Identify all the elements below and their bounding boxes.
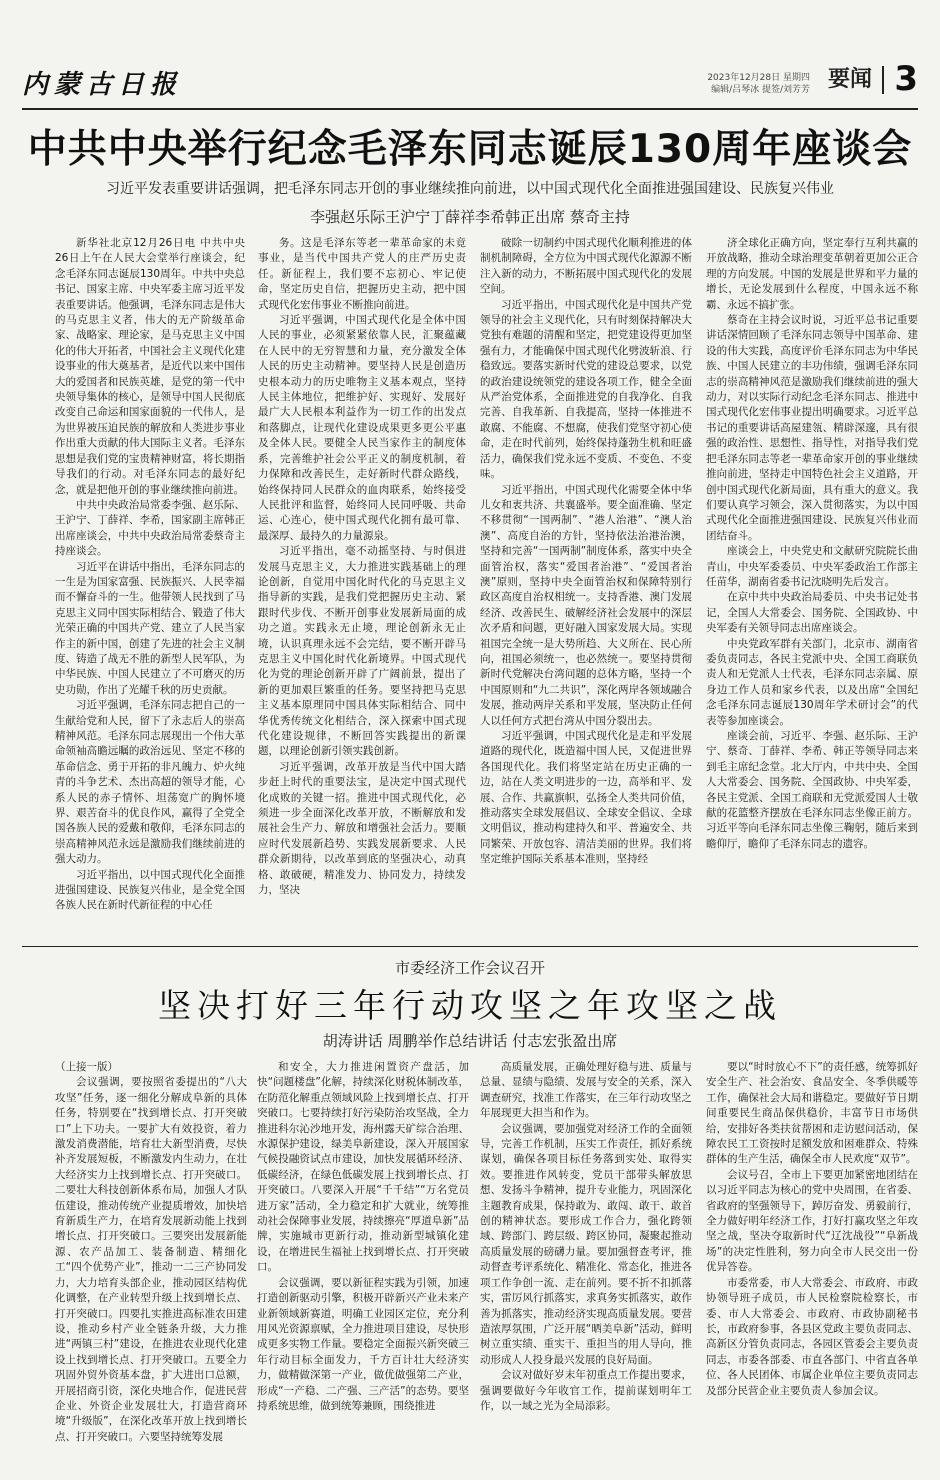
paragraph: 市委常委，市人大常委会、市政府、市政协领导班子成员，市人民检察院检察长，市委、市人大常委会、市政府、市政协副秘书长，市政府参事，各县区党政主要负责同志、高新区分管负责同志，各园区管委会主要负责同志，市委各部委、市直各部门、中省直各单位、各人民团体、市属企业单位主要负责同志及部分民营企业主要负责人参加会议。 [706, 1276, 918, 1397]
paragraph: 习近平在讲话中指出，毛泽东同志的一生是为国家富强、民族振兴、人民幸福而不懈奋斗的一生。他带领人民找到了马克思主义同中国实际相结合、锻造了伟大光荣正确的中国共产党、建立了人民当家作主的新中国，创建了先进的社会主义制度、铸造了战无不胜的新型人民军队，为中华民族、中国人民建立了不可磨灭的历史功勋，作出了光耀千秋的历史贡献。 [55, 560, 245, 696]
article1-column-2 [258, 236, 466, 898]
paragraph: 习近平指出，以中国式现代化全面推进强国建设、民族复兴伟业，是全党全国各族人民在新时代新征程的中心任 [55, 868, 245, 912]
paragraph: （上接一版） [55, 1061, 118, 1073]
paragraph: 会议号召，全市上下要更加紧密地团结在以习近平同志为核心的党中央周围，在省委、省政府的坚强领导下，踔厉奋发、勇毅前行，全力做好明年经济工作，打好打赢攻坚之年攻坚之战，坚决夺取新时代“辽沈战役”“阜新战场”的决定性胜利，努力向全市人民交出一份优异答卷。 [706, 1168, 918, 1274]
paragraph: 济全球化正确方向，坚定奉行互利共赢的开放战略，推动全球治理变革朝着更加公正合理的方向发展。中国的发展是世界和平力量的增长，无论发展到什么程度，中国永远不称霸、永远不搞扩张。 [706, 237, 918, 311]
paragraph: 蔡奇在主持会议时说，习近平总书记重要讲话深情回顾了毛泽东同志领导中国革命、建设的伟大实践，高度评价毛泽东同志为中华民族、中国人民建立的丰功伟绩，强调毛泽东同志的崇高精神风范是激励我们继续前进的强大动力，对以实际行动纪念毛泽东同志、推进中国式现代化宏伟事业提出明确要求。习近平总书记的重要讲话高屋建瓴、精辟深邃，具有很强的政治性、思想性、指导性，对指导我们党把毛泽东同志等老一辈革命家开创的事业继续推向前进，坚持走中国特色社会主义道路，开创中国式现代化新局面，具有重大的意义。我们要认真学习领会，深入贯彻落实，为以中国式现代化全面推进强国建设、民族复兴伟业而团结奋斗。 [706, 314, 918, 542]
paragraph: 会议强调，要按照省委提出的“八大攻坚”任务，逐一细化分解成阜新的具体任务，特别要在“找到增长点、打开突破口”上下功夫。一要扩大有效投资，着力激发消费潜能，培育壮大新型消费，尽快补齐发展短板，不断激发内生动力，在壮大经济实力上找到增长点、打开突破口。二要壮大科技创新体系布局，加强人才队伍建设，推动传统产业提质增效，加快培育新质生产力，在培育发展新动能上找到增长点、打开突破口。三要突出发展新能源、农产品加工、装备制造、精细化工“四个优势产业”，推动一二三产协同发力，大力培育头部企业，推动园区结构优化调整，在产业转型升级上找到增长点、打开突破口。四要扎实推进高标准农田建设，推动乡村产业全链条升级，大力推进“两镇三村”建设，在推进农业现代化建设上找到增长点、打开突破口。五要全力巩固外贸外资基本盘，扩大进出口总额，开展招商引资，深化央地合作，促进民营企业、外资企业发展壮大，打造营商环境“升级版”，在深化改革开放上找到增长点、打开突破口。六要坚持统筹发展 [55, 1076, 247, 1443]
article1-subhead2: 李强赵乐际王沪宁丁薛祥李希韩正出席 蔡奇主持 [310, 208, 630, 226]
paragraph: 会议强调，要以新征程实践为引领，加速打造创新驱动引擎，积极开辟新兴产业未来产业新领域新赛道，明确工业园区定位，充分利用风光资源禀赋，全力推进项目建设，尽快形成更多实物工作量。要稳定全面振兴新突破三年行动目标全面发力，千方百计壮大经济实力，做精做深第一产业，做优做强第二产业，形成“一产稳、二产强、三产活”的态势。要坚持系统思维，做到统筹兼顾，围绕推进 [257, 1276, 469, 1412]
paragraph: 习近平强调，中国式现代化是全体中国人民的事业，必须紧紧依靠人民，汇聚蕴藏在人民中的无穷智慧和力量，充分激发全体人民的历史主动精神。要坚持人民是创造历史根本动力的历史唯物主义基本观点，坚持人民主体地位，把维护好、实现好、发展好最广大人民根本利益作为一切工作的出发点和落脚点，让现代化建设成果更多更公平惠及全体人民。要健全人民当家作主的制度体系，完善维护社会公平正义的制度机制，着力保障和改善民生，走好新时代群众路线，始终保持同人民群众的血肉联系，始终接受人民批评和监督，始终同人民同呼吸、共命运、心连心，使中国式现代化拥有最可靠、最深厚、最持久的力量源泉。 [258, 314, 466, 542]
masthead [22, 59, 922, 114]
paragraph: 和安全，大力推进闲置资产盘活，加快“问题楼盘”化解，持续深化财税体制改革，在防范化解重点领域风险上找到增长点、打开突破口。七要持续打好污染防治攻坚战，全力推进科尔沁沙地开发，海州露天矿综合治理、水源保护建设，绿美阜新建设，深入开展国家气候投融资试点市建设，加快发展循环经济、低碳经济，在绿色低碳发展上找到增长点、打开突破口。八要深入开展“千千结”“万名党员进万家”活动，全力稳定和扩大就业，统筹推动社会保障事业发展，持续擦亮“厚道阜新”品牌，实施城市更新行动，推动新型城镇化建设，在增进民生福祉上找到增长点、打开突破口。 [257, 1061, 469, 1274]
paragraph: 破除一切制约中国式现代化顺利推进的体制机制障碍，全方位为中国式现代化源源不断注入新的动力，不断拓展中国式现代化的发展空间。 [480, 237, 692, 296]
issue-date: 2023年12月28日 星期四 [707, 73, 810, 83]
paragraph: 要以“时时放心不下”的责任感，统筹抓好安全生产、社会治安、食品安全、冬季供暖等工作，确保社会大局和谐稳定。要做好节日期间重要民生商品保供稳价，丰富节日市场供给，安排好各类扶贫帮困和走访慰问活动，保障农民工工资按时足额发放和困难群众、特殊群体的生产生活，确保全市人民欢度“双节”。 [706, 1061, 918, 1166]
paragraph: 习近平强调，改革开放是当代中国大踏步赶上时代的重要法宝，是决定中国式现代化成败的关键一招。推进中国式现代化，必须进一步全面深化改革开放，不断解放和发展社会生产力、解放和增强社会活力。要顺应时代发展新趋势、实践发展新要求、人民群众新期待，以改革到底的坚强决心，动真格、敢破硬，精准发力、协同发力，持续发力，坚决 [258, 760, 466, 897]
article1-subhead: 习近平发表重要讲话强调，把毛泽东同志开创的事业继续推向前进，以中国式现代化全面推进强国建设、民族复兴伟业 [106, 181, 834, 197]
paragraph: 习近平指出，毫不动摇坚持、与时俱进发展马克思主义，大力推进实践基础上的理论创新，自觉用中国化时代化的马克思主义指导新的实践，是我们党把握历史主动、紧跟时代步伐、不断开创事业发展新局面的成功之道。实践永无止境，理论创新永无止境，认识真理永远不会完结，要不断开辟马克思主义中国化时代化新境界。中国式现代化为党的理论创新开辟了广阔前景，提出了新的更加艰巨繁重的任务。要坚持把马克思主义基本原理同中国具体实际相结合、同中华优秀传统文化相结合，深入探索中国式现代化建设规律，不断回答实践提出的新课题，以理论创新引领实践创新。 [258, 545, 466, 758]
paragraph: 高质量发展，正确处理好稳与进、质量与总量、显绩与隐绩、发展与安全的关系，深入调查研究，找准工作落实，在三年行动攻坚之年展现更大担当和作为。 [480, 1061, 692, 1120]
paragraph: 座谈会前，习近平、李强、赵乐际、王沪宁、蔡奇、丁薛祥、李希、韩正等领导同志来到毛主席纪念堂。北大厅内，中共中央、全国人大常委会、国务院、全国政协、中央军委，各民主党派、全国工商联和无党派爱国人士敬献的花篮整齐摆放在毛泽东同志坐像正前方。习近平等向毛泽东同志坐像三鞠躬，随后来到瞻仰厅，瞻仰了毛泽东同志的遗容。 [706, 730, 918, 850]
newspaper-logo: 内蒙古日报 [22, 70, 183, 100]
paragraph: 会议强调，要加强党对经济工作的全面领导，完善工作机制，压实工作责任，抓好系统谋划，确保各项目标任务落到实处、取得实效。要推进作风转变，党员干部带头解放思想、发扬斗争精神，提升专业能力，巩固深化主题教育成果，保持敢为、敢闯、敢干、敢首创的精神状态。要形成工作合力，强化跨领域、跨部门、跨层级、跨区协同，凝聚起推动高质量发展的磅礴力量。要加强督查考评，推动督查考评系统化、精准化、常态化，推进各项工作争创一流、走在前列。要不折不扣抓落实，雷厉风行抓落实，求真务实抓落实，敢作善为抓落实，推动经济实现高质量发展。要营造浓厚氛围，广泛开展“晒美阜新”活动，鲜明树立重实绩、重实干、重担当的用人导向，推动形成人人投身最兴发展的良好局面。 [480, 1122, 692, 1366]
paragraph: 中央党政军群有关部门，北京市、湖南省委负责同志，各民主党派中央、全国工商联负责人和无党派人士代表，毛泽东同志亲属、原身边工作人员和家乡代表，以及出席“全国纪念毛泽东同志诞辰130周年学术研讨会”的代表等参加座谈会。 [706, 637, 918, 727]
page-number: 3 [894, 59, 918, 99]
article2-kicker: 市委经济工作会议召开 [394, 959, 545, 977]
editor-credit: 编辑/吕琴冰 提签/刘芳芳 [711, 85, 810, 95]
section-label: 要闻 [828, 66, 884, 94]
paragraph: 会议对做好岁末年初重点工作提出要求，强调要做好今年收官工作，提前谋划明年工作，以一域之光为全局添彩。 [480, 1369, 692, 1412]
paragraph: 座谈会上，中央党史和文献研究院院长曲青山，中央军委委员、中央军委政治工作部主任苗华，湖南省委书记沈晓明先后发言。 [706, 545, 918, 588]
paragraph: 习近平强调，中国式现代化是走和平发展道路的现代化，既造福中国人民，又促进世界各国现代化。我们将坚定站在历史正确的一边，站在人类文明进步的一边，高举和平、发展、合作、共赢旗帜，弘扬全人类共同价值，推动落实全球发展倡议、全球安全倡议、全球文明倡议，推动构建持久和平、普遍安全、共同繁荣、开放包容、清洁美丽的世界。我们将坚定维护国际关系基本准则，坚持经 [480, 730, 692, 866]
article2-column-3 [480, 1060, 692, 1470]
article1-headline: 中共中央举行纪念毛泽东同志诞辰130周年座谈会 [27, 127, 913, 172]
article1-column-1 [55, 236, 245, 912]
article2-column-1 [55, 1060, 247, 1470]
article1-column-4 [706, 236, 918, 898]
paragraph: 习近平强调，毛泽东同志把自己的一生献给党和人民，留下了永志后人的崇高精神风范。毛泽东同志展现出一个伟大革命领袖高瞻远瞩的政治远见、坚定不移的革命信念、勇于开拓的非凡魄力、炉火纯青的斗争艺术、杰出高超的领导才能，心系人民的赤子情怀、坦荡宽广的胸怀境界、艰苦奋斗的优良作风，赢得了全党全国各族人民的爱戴和敬仰，毛泽东同志的崇高精神风范永远是激励我们继续前进的强大动力。 [55, 699, 245, 866]
paragraph: 务。这是毛泽东等老一辈革命家的未竟事业，是当代中国共产党人的庄严历史责任。新征程上，我们要不忘初心、牢记使命，坚定历史自信，把握历史主动，把中国式现代化宏伟事业不断推向前进。 [258, 237, 466, 311]
article2-column-2 [257, 1060, 469, 1470]
article2-column-4 [706, 1060, 918, 1470]
article2-headline: 坚决打好三年行动攻坚之年攻坚之战 [158, 986, 782, 1025]
article2-subhead: 胡涛讲话 周鹏举作总结讲话 付志宏张盈出席 [322, 1032, 618, 1050]
paragraph: 习近平指出，中国式现代化需要全体中华儿女和衷共济、共襄盛举。要全面准确、坚定不移贯彻“一国两制”、“港人治港”、“澳人治澳”、高度自治的方针，坚持依法治港治澳，坚持和完善“一国两制”制度体系，落实中央全面管治权，落实“爱国者治港”、“爱国者治澳”原则，坚持中央全面管治权和保障特别行政区高度自治权相统一。支持香港、澳门发展经济、改善民生、破解经济社会发展中的深层次矛盾和问题，更好融入国家发展大局。实现祖国完全统一是大势所趋、大义所在、民心所向，祖国必须统一，也必然统一。要坚持贯彻新时代党解决台湾问题的总体方略，坚持一个中国原则和“九二共识”，深化两岸各领域融合发展，推动两岸关系和平发展，坚决防止任何人以任何方式把台湾从中国分裂出去。 [480, 483, 692, 727]
paragraph: 习近平指出，中国式现代化是中国共产党领导的社会主义现代化，只有时刻保持解决大党独有难题的清醒和坚定，把党建设得更加坚强有力，才能确保中国式现代化劈波斩浪、行稳致远。要落实新时代党的建设总要求，以党的政治建设统领党的建设各项工作，健全全面从严治党体系，全面推进党的自我净化、自我完善、自我革新、自我提高，坚持一体推进不敢腐、不能腐、不想腐，使我们党坚守初心使命，走在时代前列，始终保持蓬勃生机和旺盛活力，确保我们党永远不变质、不变色、不变味。 [480, 298, 692, 481]
article-divider [22, 946, 918, 947]
paragraph: 在京中共中央政治局委员、中央书记处书记，全国人大常委会、国务院、全国政协、中央军委有关领导同志出席座谈会。 [706, 591, 918, 635]
issue-meta [707, 72, 810, 96]
paragraph: 新华社北京12月26日电 中共中央26日上午在人民大会堂举行座谈会，纪念毛泽东同志诞辰130周年。中共中央总书记、国家主席、中央军委主席习近平发表重要讲话。他强调，毛泽东同志是伟大的马克思主义者，伟大的无产阶级革命家、战略家、理论家，是马克思主义中国化的伟大开拓者，中国社会主义现代化建设事业的伟大奠基者，是近代以来中国伟大的爱国者和民族英雄，是党的第一代中央领导集体的核心，是领导中国人民彻底改变自己命运和国家面貌的一代伟人，是为世界被压迫民族的解放和人类进步事业作出重大贡献的伟大国际主义者。毛泽东思想是我们党的宝贵精神财富，将长期指导我们的行动。对毛泽东同志的最好纪念，就是把他开创的事业继续推向前进。 [55, 237, 245, 496]
article1-column-3 [480, 236, 692, 898]
paragraph: 中共中央政治局常委李强、赵乐际、王沪宁、丁薛祥、李希，国家副主席韩正出席座谈会，中共中央政治局常委蔡奇主持座谈会。 [55, 498, 245, 558]
masthead-rule [22, 108, 918, 110]
